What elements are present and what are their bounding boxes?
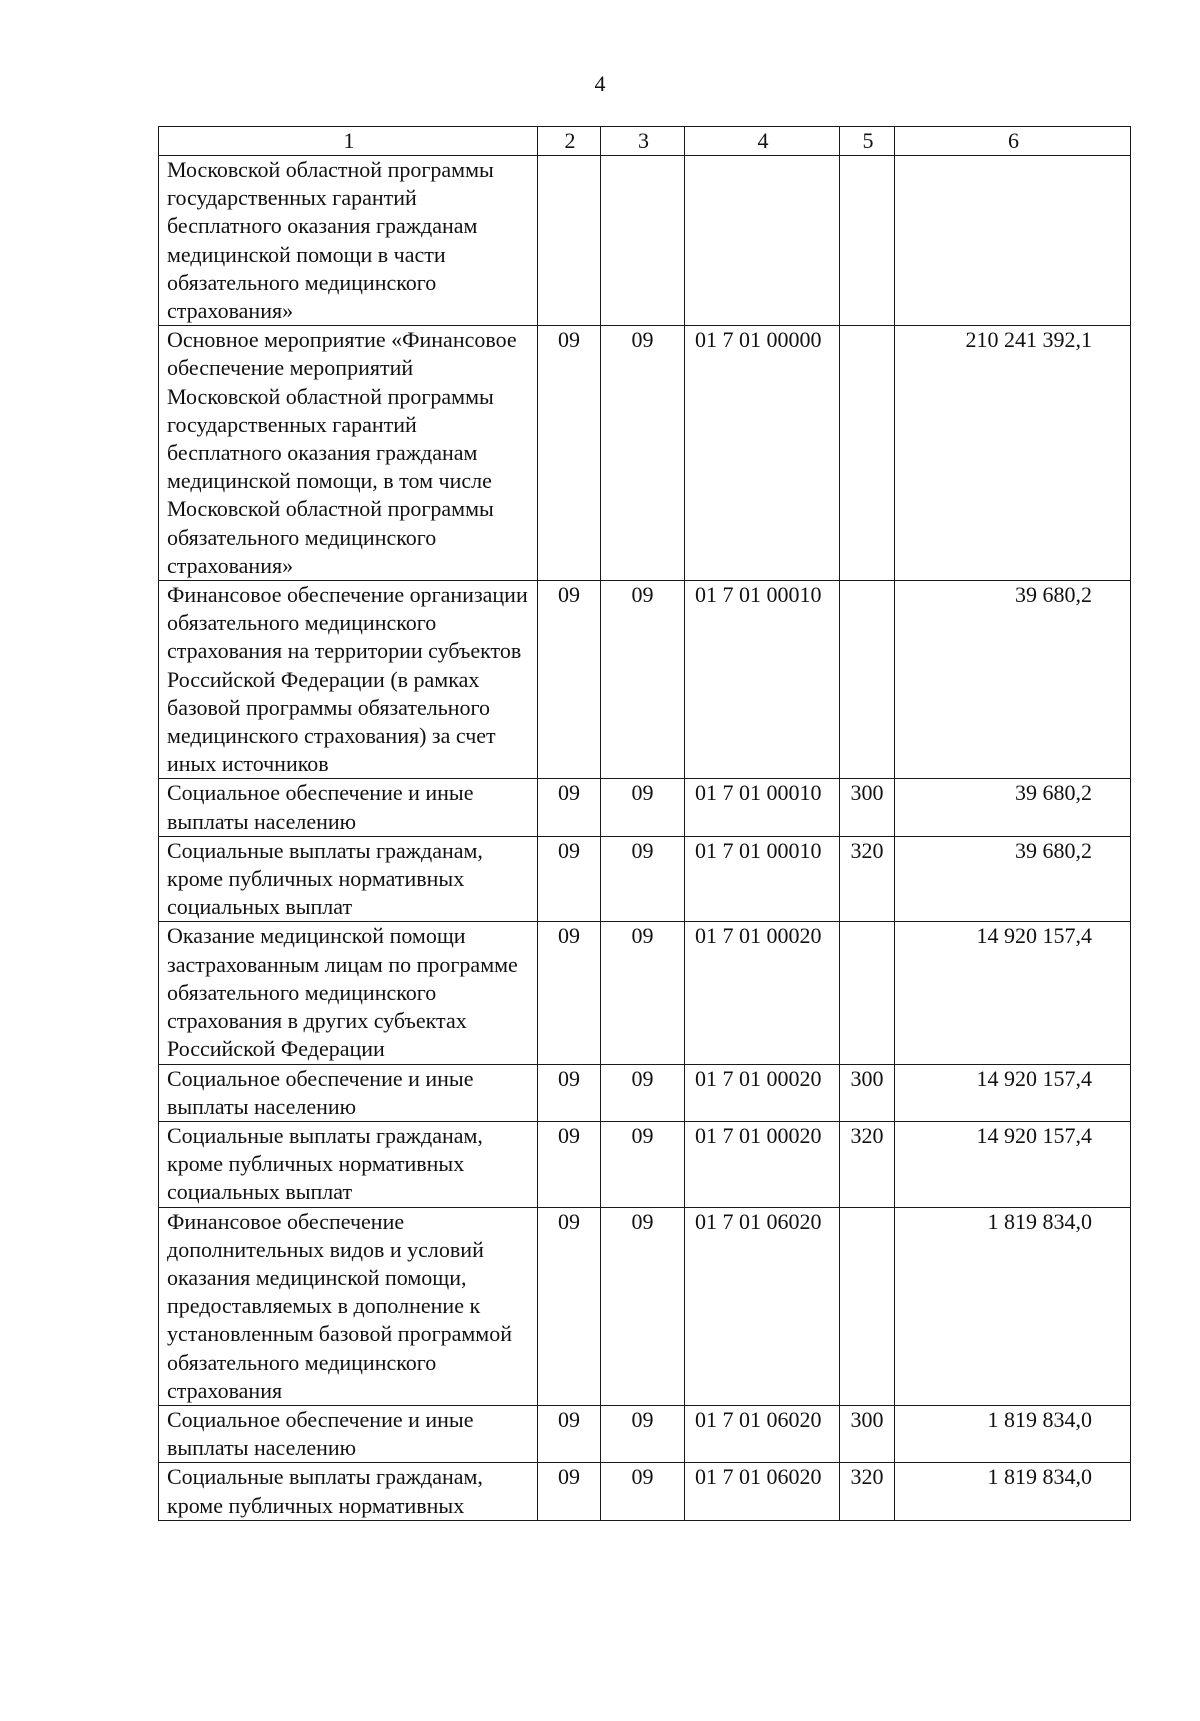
column-header-name: 1: [159, 127, 538, 156]
table-row: [159, 156, 1131, 326]
cell-subsection: 09: [601, 1405, 685, 1462]
cell-target: 01 7 01 00020: [685, 922, 840, 1064]
budget-table: [158, 126, 1131, 1521]
cell-amount: 39 680,2: [895, 581, 1131, 779]
cell-expense-type: 300: [840, 779, 895, 836]
cell-subsection: 09: [601, 922, 685, 1064]
cell-target: 01 7 01 00010: [685, 836, 840, 922]
table-row: [159, 326, 1131, 581]
column-header-subsection: 3: [601, 127, 685, 156]
cell-target: 01 7 01 06020: [685, 1207, 840, 1405]
cell-expense-type: 300: [840, 1405, 895, 1462]
cell-section: 09: [538, 581, 601, 779]
cell-section: 09: [538, 836, 601, 922]
cell-amount: 39 680,2: [895, 779, 1131, 836]
cell-amount: [895, 156, 1131, 326]
cell-section: 09: [538, 1207, 601, 1405]
cell-section: 09: [538, 326, 601, 581]
cell-name: Финансовое обеспечение организации обязательного медицинского страхования на территории субъектов Российской Федерации (в рамках базовой программы обязательного медицинского страхования) за счет иных источников: [159, 581, 538, 779]
table-row: [159, 922, 1131, 1064]
table-row: [159, 581, 1131, 779]
table-row: [159, 1121, 1131, 1207]
cell-subsection: [601, 156, 685, 326]
cell-amount: 1 819 834,0: [895, 1405, 1131, 1462]
cell-expense-type: 300: [840, 1064, 895, 1121]
cell-expense-type: [840, 1207, 895, 1405]
cell-name: Московской областной программы государственных гарантий бесплатного оказания гражданам медицинской помощи в части обязательного медицинского страхования»: [159, 156, 538, 326]
table-header-row: [159, 127, 1131, 156]
cell-name: Социальное обеспечение и иные выплаты населению: [159, 1405, 538, 1462]
cell-name: Социальные выплаты гражданам, кроме публичных нормативных социальных выплат: [159, 1121, 538, 1207]
table-body: [159, 156, 1131, 1521]
table-row: [159, 836, 1131, 922]
cell-target: 01 7 01 00010: [685, 581, 840, 779]
cell-target: 01 7 01 00020: [685, 1064, 840, 1121]
cell-name: Основное мероприятие «Финансовое обеспечение мероприятий Московской областной программы государственных гарантий бесплатного оказания гражданам медицинской помощи, в том числе Московской областной программы обязательного медицинского страхования»: [159, 326, 538, 581]
cell-target: 01 7 01 00020: [685, 1121, 840, 1207]
cell-target: 01 7 01 00010: [685, 779, 840, 836]
cell-subsection: 09: [601, 1121, 685, 1207]
cell-name: Социальные выплаты гражданам, кроме публичных нормативных: [159, 1463, 538, 1520]
cell-amount: 39 680,2: [895, 836, 1131, 922]
column-header-expense-type: 5: [840, 127, 895, 156]
cell-name: Финансовое обеспечение дополнительных видов и условий оказания медицинской помощи, предоставляемых в дополнение к установленным базовой программой обязательного медицинского страхования: [159, 1207, 538, 1405]
cell-subsection: 09: [601, 836, 685, 922]
cell-amount: 14 920 157,4: [895, 1121, 1131, 1207]
cell-expense-type: [840, 326, 895, 581]
column-header-amount: 6: [895, 127, 1131, 156]
cell-amount: 14 920 157,4: [895, 922, 1131, 1064]
cell-target: 01 7 01 06020: [685, 1463, 840, 1520]
cell-expense-type: [840, 581, 895, 779]
cell-expense-type: 320: [840, 1121, 895, 1207]
cell-section: 09: [538, 1064, 601, 1121]
cell-amount: 210 241 392,1: [895, 326, 1131, 581]
table-row: [159, 1463, 1131, 1520]
cell-expense-type: 320: [840, 836, 895, 922]
cell-subsection: 09: [601, 1207, 685, 1405]
cell-name: Социальное обеспечение и иные выплаты населению: [159, 1064, 538, 1121]
column-header-section: 2: [538, 127, 601, 156]
cell-section: 09: [538, 779, 601, 836]
cell-subsection: 09: [601, 779, 685, 836]
table-row: [159, 1064, 1131, 1121]
cell-expense-type: [840, 922, 895, 1064]
table-row: [159, 1405, 1131, 1462]
cell-name: Оказание медицинской помощи застрахованным лицам по программе обязательного медицинского страхования в других субъектах Российской Федерации: [159, 922, 538, 1064]
table-row: [159, 1207, 1131, 1405]
cell-section: 09: [538, 1405, 601, 1462]
cell-target: [685, 156, 840, 326]
cell-subsection: 09: [601, 581, 685, 779]
cell-section: 09: [538, 1121, 601, 1207]
cell-amount: 1 819 834,0: [895, 1207, 1131, 1405]
cell-amount: 14 920 157,4: [895, 1064, 1131, 1121]
cell-name: Социальное обеспечение и иные выплаты населению: [159, 779, 538, 836]
page-number: 4: [594, 71, 606, 96]
column-header-target: 4: [685, 127, 840, 156]
cell-section: [538, 156, 601, 326]
cell-section: 09: [538, 922, 601, 1064]
cell-expense-type: [840, 156, 895, 326]
cell-target: 01 7 01 00000: [685, 326, 840, 581]
cell-amount: 1 819 834,0: [895, 1463, 1131, 1520]
table-row: [159, 779, 1131, 836]
cell-subsection: 09: [601, 326, 685, 581]
cell-section: 09: [538, 1463, 601, 1520]
cell-subsection: 09: [601, 1463, 685, 1520]
cell-expense-type: 320: [840, 1463, 895, 1520]
cell-target: 01 7 01 06020: [685, 1405, 840, 1462]
cell-name: Социальные выплаты гражданам, кроме публичных нормативных социальных выплат: [159, 836, 538, 922]
cell-subsection: 09: [601, 1064, 685, 1121]
